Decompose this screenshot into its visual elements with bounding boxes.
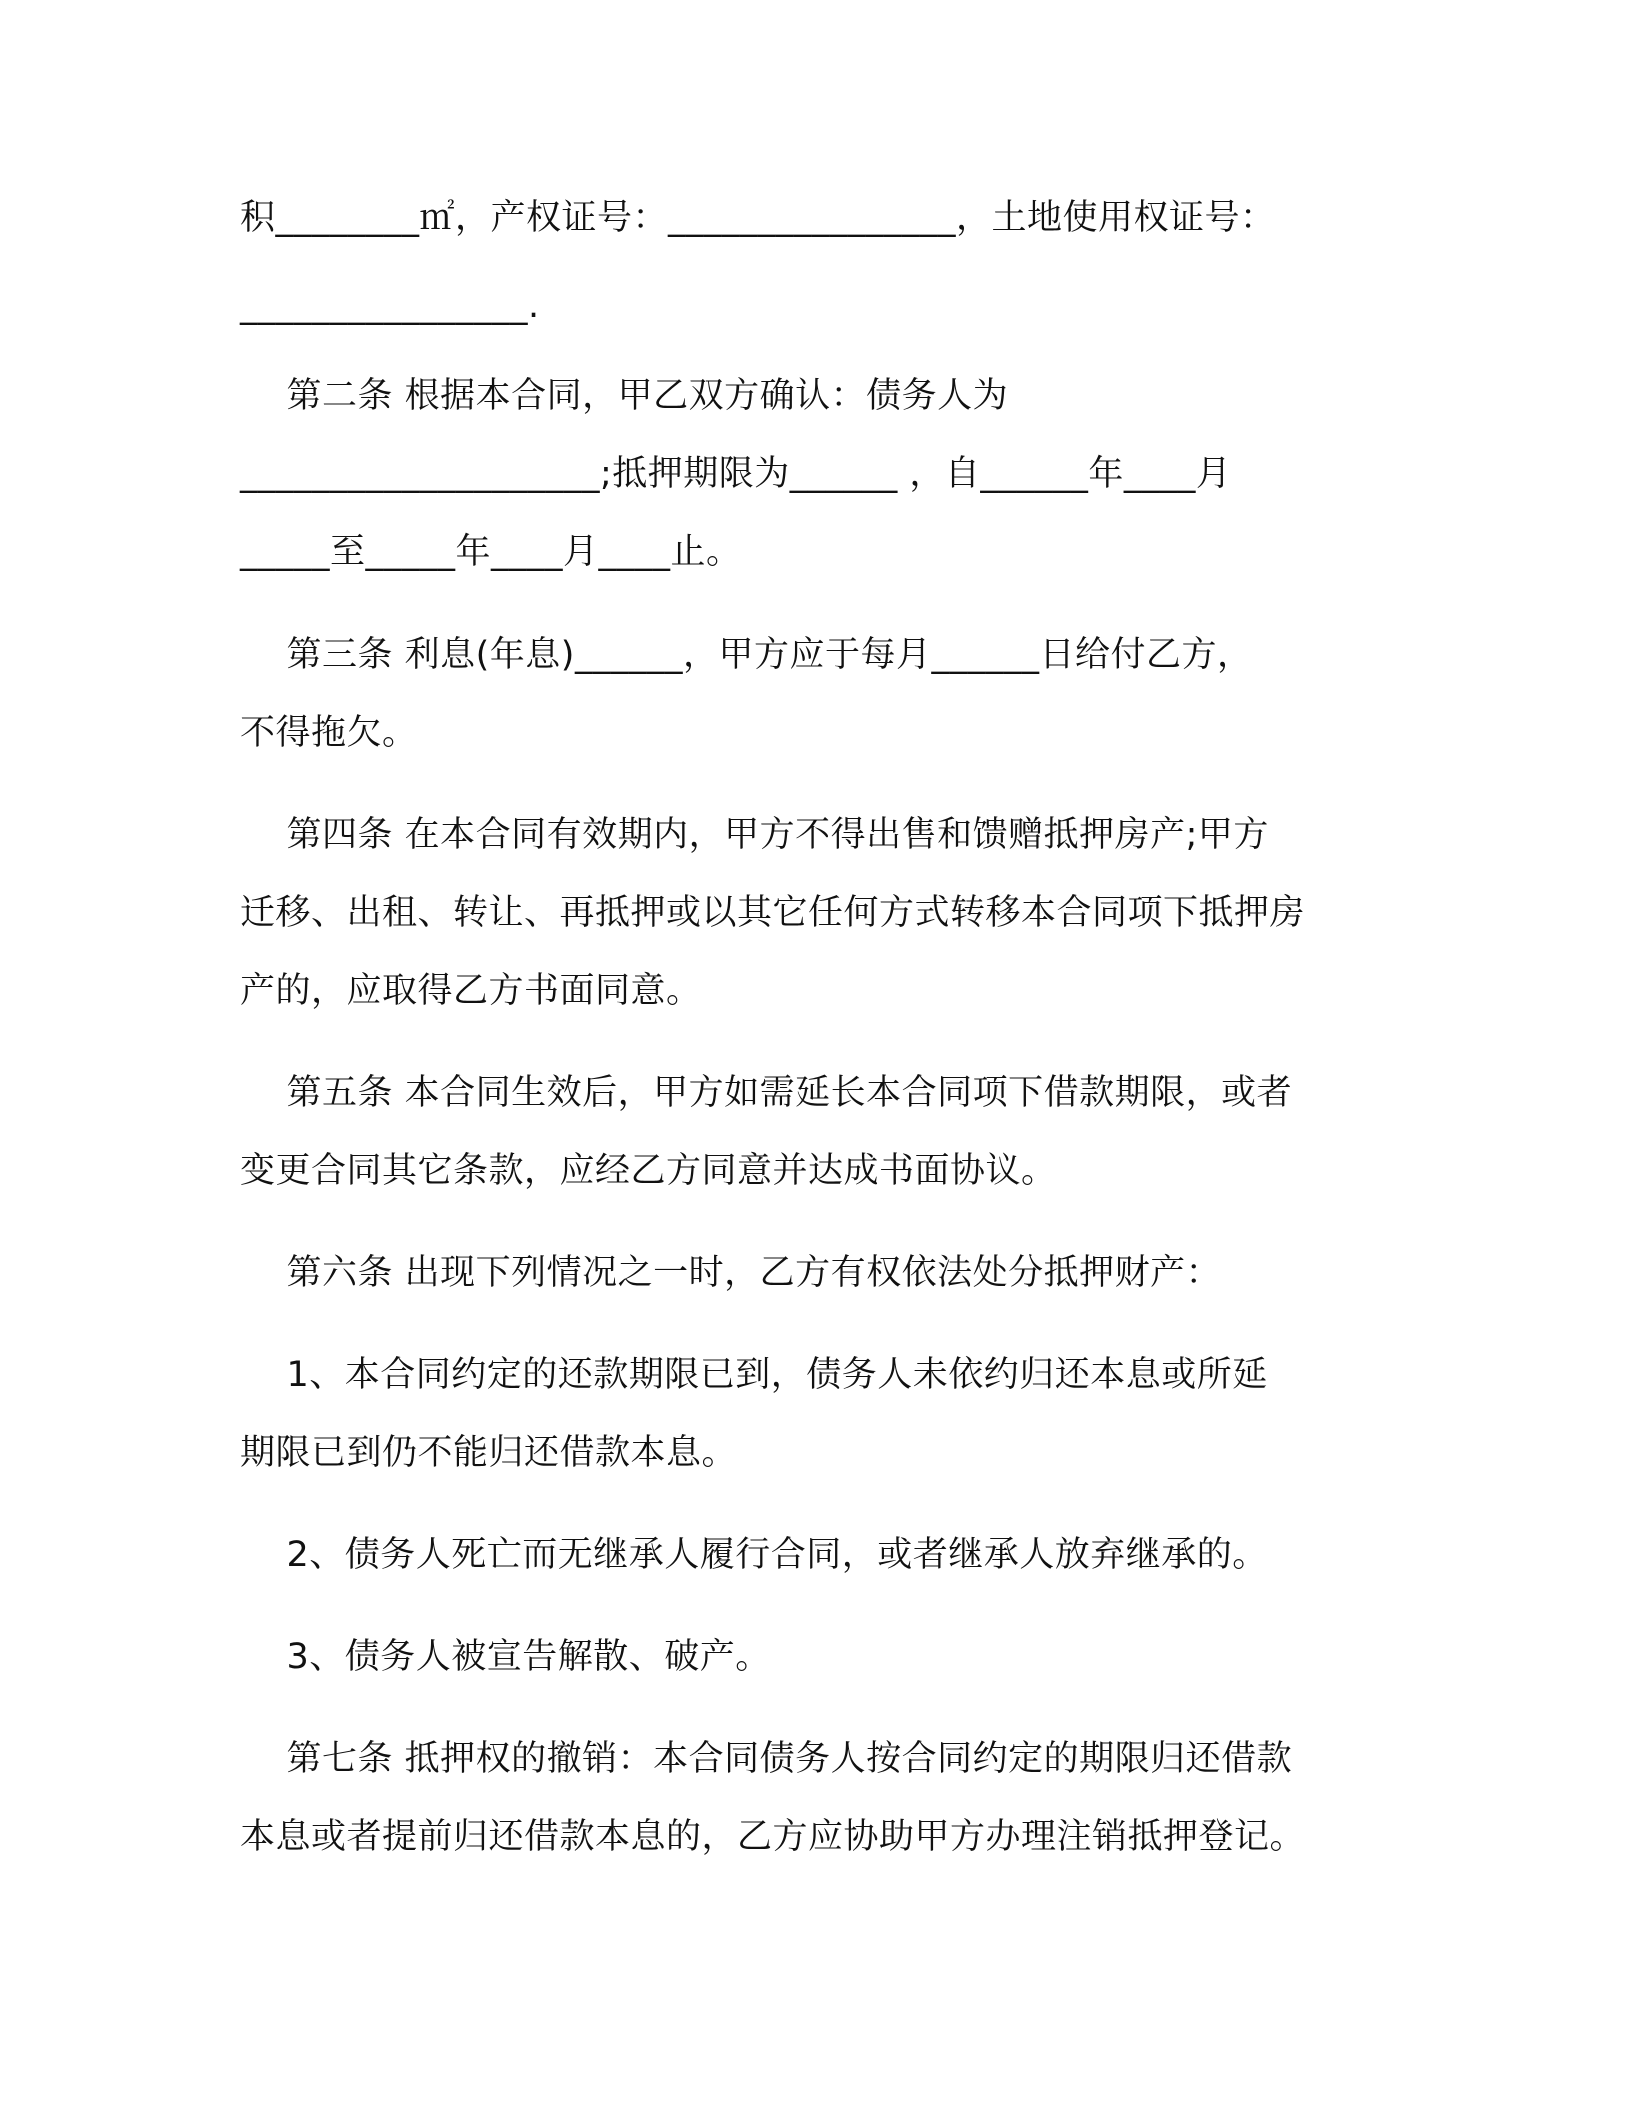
- text-line: 2、债务人死亡而无继承人履行合同，或者继承人放弃继承的。: [240, 1535, 1268, 1575]
- text-line: 1、本合同约定的还款期限已到，债务人未依约归还本息或所延: [240, 1355, 1268, 1395]
- text-line: 不得拖欠。: [240, 713, 418, 753]
- text-line: 本息或者提前归还借款本息的，乙方应协助甲方办理注销抵押登记。: [240, 1817, 1306, 1857]
- text-line: ____________________;抵押期限为______ ，自______年____月: [240, 454, 1232, 494]
- text-line: 变更合同其它条款，应经乙方同意并达成书面协议。: [240, 1151, 1057, 1191]
- text-line: 第三条 利息(年息)______，甲方应于每月______日给付乙方，: [240, 635, 1253, 675]
- text-line: ________________.: [240, 286, 540, 326]
- text-line: 期限已到仍不能归还借款本息。: [240, 1433, 738, 1473]
- text-line: 3、债务人被宣告解散、破产。: [240, 1637, 771, 1677]
- text-line: 第六条 出现下列情况之一时，乙方有权依法处分抵押财产：: [240, 1253, 1222, 1293]
- text-line: 积________㎡，产权证号：________________，土地使用权证号：: [240, 198, 1276, 238]
- text-line: 第七条 抵押权的撤销：本合同债务人按合同约定的期限归还借款: [240, 1739, 1293, 1779]
- text-line: 产的，应取得乙方书面同意。: [240, 971, 702, 1011]
- text-line: 迁移、出租、转让、再抵押或以其它任何方式转移本合同项下抵押房: [240, 893, 1306, 933]
- text-line: 第五条 本合同生效后，甲方如需延长本合同项下借款期限，或者: [240, 1073, 1293, 1113]
- text-line: _____至_____年____月____止。: [240, 532, 742, 572]
- text-line: 第二条 根据本合同，甲乙双方确认：债务人为: [240, 376, 1009, 416]
- text-line: 第四条 在本合同有效期内，甲方不得出售和馈赠抵押房产;甲方: [240, 815, 1269, 855]
